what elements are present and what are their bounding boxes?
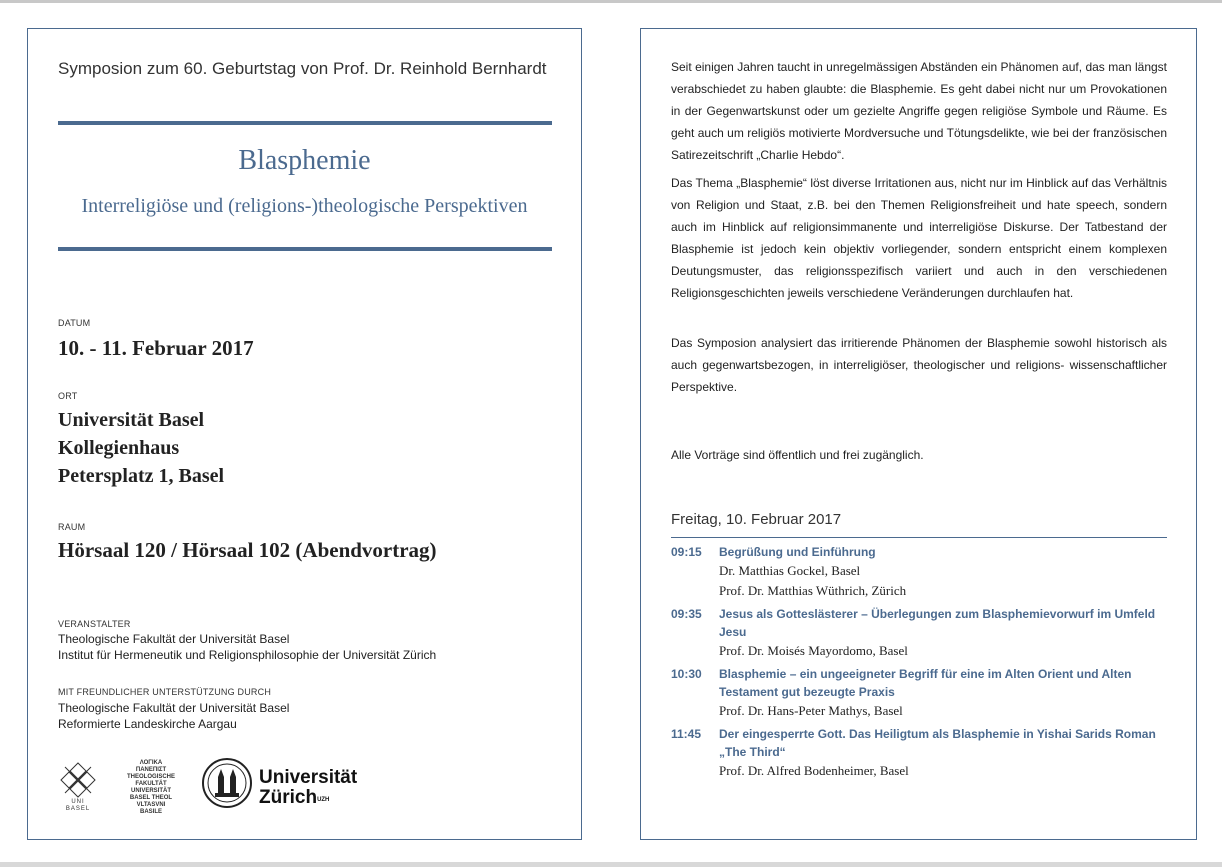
schedule-entry (671, 543, 1167, 601)
uzh-superscript: UZH (317, 797, 330, 803)
veranstalter-item: Theologische Fakultät der Universität Basel (58, 632, 290, 646)
ort-line: Kollegienhaus (58, 437, 180, 459)
title-rule-top (58, 121, 552, 125)
schedule-entry (671, 605, 1167, 661)
entry-speaker: Dr. Matthias Gockel, Basel (719, 563, 861, 578)
unterstuetzung-label: MIT FREUNDLICHER UNTERSTÜTZUNG DURCH (58, 687, 272, 697)
veranstalter-list (58, 631, 436, 663)
entry-title: Blasphemie – ein ungeeigneter Begriff für eine im Alten Orient und Alten Testament gut bezeugte Praxis (719, 667, 1132, 699)
schedule-entry (671, 725, 1167, 781)
flyer-program-page (640, 28, 1197, 840)
raum-label: RAUM (58, 522, 86, 532)
theo-logo-line: BASILE (139, 809, 162, 815)
theo-logo-line: UNIVERSITÄT (130, 788, 171, 794)
ort-value (58, 406, 224, 490)
basel-caption-2: BASEL (65, 806, 91, 812)
flyer-front-page (27, 28, 582, 840)
uzh-seal-icon (201, 757, 253, 809)
schedule-entry (671, 665, 1167, 721)
uni-basel-logo (58, 761, 98, 813)
entry-time: 10:30 (671, 667, 702, 681)
uzh-wordmark-city: Zürich (259, 787, 318, 808)
uzh-wordmark (259, 768, 357, 808)
intro-paragraph: Seit einigen Jahren taucht in unregelmässigen Abständen ein Phänomen auf, das man längst verabschiedet zu haben glaubte: die Blasphemie. Es geht dabei nicht nur um Provokationen in der Gegenwartskunst oder um gezielte Angriffe gegen religiöse Symbole und Räume. Es geht auch um religiös motivierte Mordversuche und Tötungsdelikte, wie bei der französischen Satirezeitschrift „Charlie Hebdo“. (671, 60, 1167, 162)
intro-paragraph: Das Thema „Blasphemie“ löst diverse Irritationen aus, nicht nur im Hinblick auf das Verhältnis von Religion und Staat, z.B. bei den Themen Religionsfreiheit und hate speech, sondern auch im Hinblick auf religionsimmanente und interreligiöse Diskurse. Der Tatbestand der Blasphemie ist jedoch kein objektiv vorliegender, sondern entspricht einem komplexen Deutungsmuster, das religionsspezifisch variiert und auch in den verschiedenen Religionsgeschichten jeweils verschiedene Veränderungen durchlaufen hat. (671, 176, 1167, 300)
bottom-border (0, 862, 1222, 867)
basel-caption-1: UNI (71, 799, 85, 805)
public-note: Alle Vorträge sind öffentlich und frei zugänglich. (671, 448, 924, 462)
theologische-fakultaet-logo (120, 760, 182, 816)
theo-logo-line: VLTASVNI (136, 802, 166, 808)
schedule-heading: Freitag, 10. Februar 2017 (671, 511, 842, 528)
unterstuetzung-list (58, 700, 289, 732)
entry-time: 09:15 (671, 545, 702, 559)
ort-line: Universität Basel (58, 409, 205, 431)
ort-line: Petersplatz 1, Basel (58, 465, 225, 487)
uzh-wordmark-line2 (259, 788, 357, 808)
entry-title: Begrüßung und Einführung (719, 545, 876, 559)
entry-time: 11:45 (671, 727, 702, 741)
entry-speaker: Prof. Dr. Alfred Bodenheimer, Basel (719, 763, 909, 778)
entry-time: 09:35 (671, 607, 702, 621)
logo-row (58, 757, 378, 817)
page-title: Blasphemie (238, 145, 371, 176)
schedule-rule (671, 537, 1167, 538)
ort-label: ORT (58, 391, 78, 401)
page-subtitle: Interreligiöse und (religions-)theologische Perspektiven (81, 195, 528, 217)
datum-label: DATUM (58, 318, 91, 328)
raum-value: Hörsaal 120 / Hörsaal 102 (Abendvortrag) (58, 538, 437, 562)
veranstalter-item: Institut für Hermeneutik und Religionsphilosophie der Universität Zürich (58, 648, 437, 662)
veranstalter-label: VERANSTALTER (58, 619, 131, 629)
unterstuetzung-item: Reformierte Landeskirche Aargau (58, 717, 237, 731)
theo-logo-line: FAKULTÄT (135, 781, 167, 787)
theo-logo-line: THEOLOGISCHE (126, 774, 175, 780)
symposion-line: Symposion zum 60. Geburtstag von Prof. Dr. Reinhold Bernhardt (58, 59, 547, 78)
entry-speaker: Prof. Dr. Hans-Peter Mathys, Basel (719, 703, 903, 718)
top-border (0, 0, 1222, 3)
entry-speaker: Prof. Dr. Matthias Wüthrich, Zürich (719, 583, 907, 598)
theo-logo-line: ΠΑΝΕΠΙΣΤ (135, 767, 167, 773)
basel-crest-icon (59, 761, 97, 799)
uzh-wordmark-line1: Universität (259, 767, 358, 788)
datum-value: 10. - 11. Februar 2017 (58, 336, 254, 360)
title-rule-bottom (58, 247, 552, 251)
theo-logo-line: BASEL THEOL (129, 795, 173, 801)
intro-paragraph: Das Symposion analysiert das irritierende Phänomen der Blasphemie sowohl historisch als auch gegenwartsbezogen, in interreligiöser, theologischer und religions- wissenschaftlicher Perspektive. (671, 336, 1167, 394)
unterstuetzung-item: Theologische Fakultät der Universität Basel (58, 701, 290, 715)
schedule-list (671, 543, 1167, 785)
entry-speaker: Prof. Dr. Moisés Mayordomo, Basel (719, 643, 908, 658)
entry-title: Jesus als Gotteslästerer – Überlegungen zum Blasphemievorwurf im Umfeld Jesu (719, 607, 1156, 639)
entry-title: Der eingesperrte Gott. Das Heiligtum als Blasphemie in Yishai Sarids Roman „The Third“ (719, 727, 1156, 759)
theo-logo-line: ΛΟΓΙΚΑ (139, 760, 163, 766)
